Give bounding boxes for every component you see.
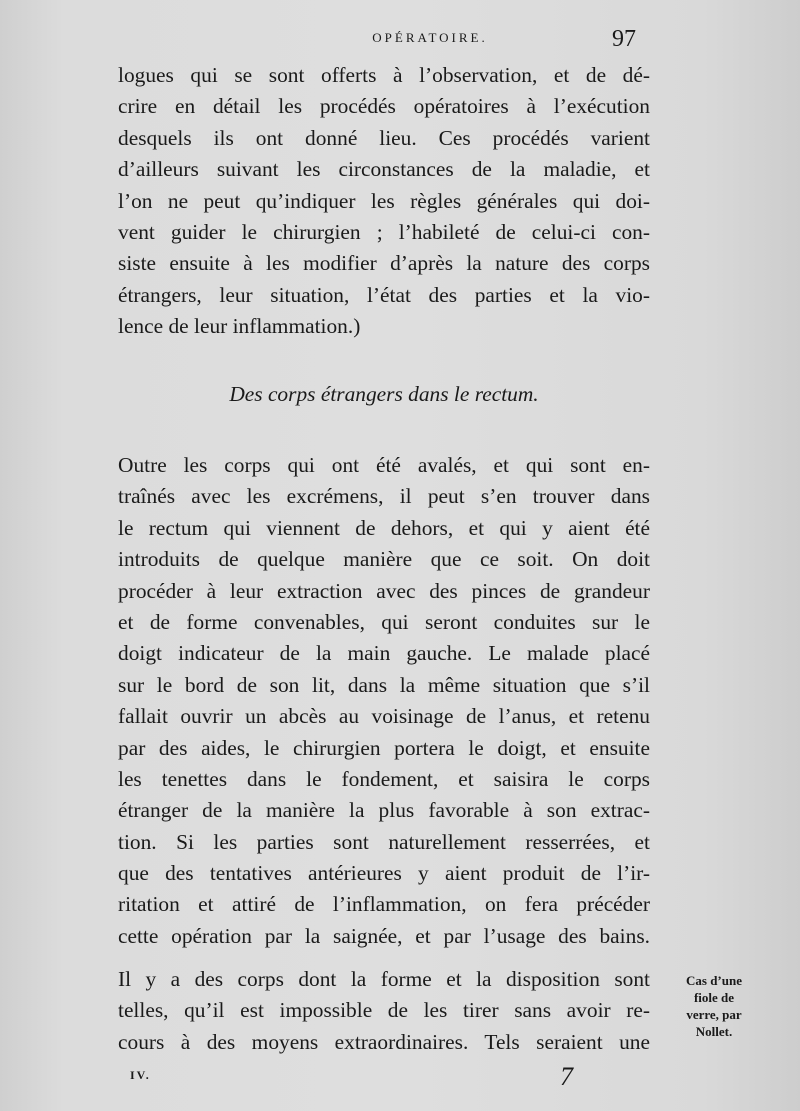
text-line: sur le bord de son lit, dans la même situation que s’il <box>118 672 650 697</box>
text-line: ritation et attiré de l’inflammation, on fera précéder <box>118 892 650 917</box>
margin-note-line: Cas d’une <box>686 973 742 988</box>
margin-note-line: Nollet. <box>695 1024 733 1039</box>
text-line: desquels ils ont donné lieu. Ces procédés varient <box>118 125 650 150</box>
running-head: OPÉRATOIRE. <box>372 30 488 45</box>
text-line: étranger de la manière la plus favorable à son extrac- <box>118 798 650 823</box>
page-number: 97 <box>612 26 636 52</box>
margin-note-line: verre, par <box>686 1007 742 1022</box>
signature-number: 7 <box>560 1062 573 1091</box>
text-line: que des tentatives antérieures y aient produit de l’ir- <box>118 861 650 886</box>
text-line: l’on ne peut qu’indiquer les règles générales qui doi- <box>118 188 650 213</box>
text-line: cours à des moyens extraordinaires. Tels seraient une <box>118 1029 650 1054</box>
paragraph-1 <box>118 60 650 343</box>
section-heading: Des corps étrangers dans le rectum. <box>229 382 539 406</box>
text-line: procéder à leur extraction avec des pinces de grandeur <box>118 578 650 603</box>
signature-mark: IV. <box>130 1068 151 1082</box>
text-line: vent guider le chirurgien ; l’habileté de celui-ci con- <box>118 219 650 244</box>
text-line: siste ensuite à les modifier d’après la nature des corps <box>118 251 650 276</box>
paragraph-2 <box>118 450 650 952</box>
paragraph-3 <box>118 964 650 1058</box>
margin-note-line: fiole de <box>693 990 735 1005</box>
margin-note <box>664 972 764 1040</box>
text-line: d’ailleurs suivant les circonstances de la maladie, et <box>118 157 650 182</box>
text-line: et de forme convenables, qui seront conduites sur le <box>118 609 650 634</box>
text-line: Outre les corps qui ont été avalés, et qui sont en- <box>118 453 650 477</box>
text-line: lence de leur inflammation.) <box>118 314 361 339</box>
text-line: crire en détail les procédés opératoires à l’exécution <box>118 94 650 119</box>
text-line: telles, qu’il est impossible de les tirer sans avoir re- <box>118 998 650 1023</box>
text-line: introduits de quelque manière que ce soit. On doit <box>118 547 650 572</box>
text-line: traînés avec les excrémens, il peut s’en trouver dans <box>118 484 650 509</box>
text-line: les tenettes dans le fondement, et saisira le corps <box>118 766 650 791</box>
text-line: logues qui se sont offerts à l’observation, et de dé- <box>118 63 650 87</box>
text-line: doigt indicateur de la main gauche. Le malade placé <box>118 641 650 666</box>
text-line: tion. Si les parties sont naturellement resserrées, et <box>118 829 650 854</box>
text-line: fallait ouvrir un abcès au voisinage de l’anus, et retenu <box>118 704 650 729</box>
text-line: cette opération par la saignée, et par l’usage des bains. <box>118 923 650 948</box>
text-line: étrangers, leur situation, l’état des parties et la vio- <box>118 282 650 307</box>
text-line: Il y a des corps dont la forme et la disposition sont <box>118 967 650 991</box>
text-line: le rectum qui viennent de dehors, et qui y aient été <box>118 515 650 540</box>
text-line: par des aides, le chirurgien portera le doigt, et ensuite <box>118 735 650 760</box>
